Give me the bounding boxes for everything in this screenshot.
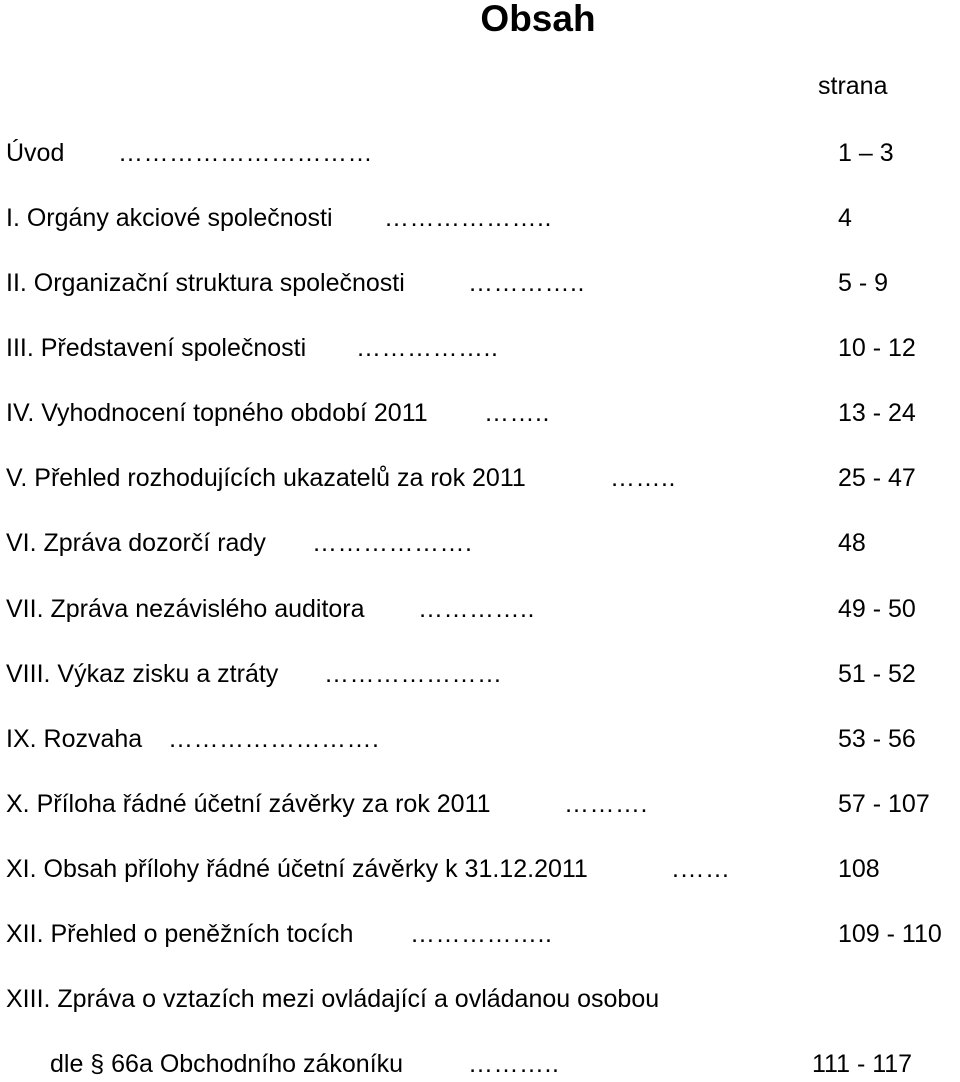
toc-entry-13 xyxy=(6,982,960,1016)
toc-entry-13-continuation xyxy=(6,1047,960,1081)
toc-entry-pages: 49 - 50 xyxy=(838,595,916,623)
toc-entry-pages: 10 - 12 xyxy=(838,334,916,362)
toc-entry-4 xyxy=(6,396,960,430)
toc-entry-8 xyxy=(6,657,960,691)
toc-entry-leader: ………….. xyxy=(418,595,535,623)
toc-entry-leader: .…… xyxy=(672,855,731,883)
toc-entry-label: II. Organizační struktura společnosti xyxy=(6,269,405,297)
toc-entry-11 xyxy=(6,852,960,886)
toc-entry-leader: ………………… xyxy=(324,660,503,688)
toc-entry-intro xyxy=(6,136,960,170)
toc-entry-pages: 57 - 107 xyxy=(838,790,930,818)
toc-entry-pages: 109 - 110 xyxy=(838,920,942,948)
toc-entry-5 xyxy=(6,461,960,495)
toc-entry-leader: ………. xyxy=(564,790,648,818)
toc-entry-label: VIII. Výkaz zisku a ztráty xyxy=(6,660,279,688)
toc-entry-pages: 4 xyxy=(838,204,852,232)
toc-entry-pages: 13 - 24 xyxy=(838,399,916,427)
toc-entry-pages: 25 - 47 xyxy=(838,464,916,492)
toc-entry-3 xyxy=(6,331,960,365)
toc-entry-label: X. Příloha řádné účetní závěrky za rok 2011 xyxy=(6,790,491,818)
toc-entry-pages: 53 - 56 xyxy=(838,725,916,753)
toc-entry-pages: 48 xyxy=(838,529,866,557)
toc-entry-label: Úvod xyxy=(6,139,65,167)
toc-entry-pages: 111 - 117 xyxy=(812,1050,913,1078)
toc-entry-leader: ………………. xyxy=(312,529,473,557)
toc-entry-10 xyxy=(6,787,960,821)
toc-entry-label: IV. Vyhodnocení topného období 2011 xyxy=(6,399,428,427)
toc-entry-pages: 1 – 3 xyxy=(838,139,894,167)
toc-entry-label: IX. Rozvaha xyxy=(6,725,143,753)
toc-entry-label: XIII. Zpráva o vztazích mezi ovládající a ovládanou osobou xyxy=(6,985,660,1013)
toc-entry-7 xyxy=(6,592,960,626)
toc-entry-6 xyxy=(6,526,960,560)
toc-entry-12 xyxy=(6,917,960,951)
toc-entry-label: dle § 66a Obchodního zákoníku xyxy=(50,1050,404,1078)
toc-entry-leader: ……….. xyxy=(468,1050,560,1078)
toc-entry-label: V. Přehled rozhodujících ukazatelů za rok 2011 xyxy=(6,464,526,492)
page-column-header: strana xyxy=(818,72,888,100)
toc-entry-leader: …………….. xyxy=(410,920,553,948)
toc-entry-leader: …….. xyxy=(484,399,550,427)
toc-entry-label: XII. Přehled o peněžních tocích xyxy=(6,920,354,948)
toc-entry-label: XI. Obsah přílohy řádné účetní závěrky k 31.12.2011 xyxy=(6,855,588,883)
toc-entry-label: VI. Zpráva dozorčí rady xyxy=(6,529,266,557)
toc-entry-2 xyxy=(6,266,960,300)
toc-entry-label: III. Představení společnosti xyxy=(6,334,307,362)
toc-entry-9 xyxy=(6,722,960,756)
toc-entry-label: VII. Zpráva nezávislého auditora xyxy=(6,595,365,623)
toc-entry-leader: ………….. xyxy=(468,269,585,297)
toc-entry-pages: 108 xyxy=(838,855,880,883)
toc-entry-leader: ……………………. xyxy=(168,725,380,753)
toc-entry-pages: 5 - 9 xyxy=(838,269,889,297)
toc-entry-leader: ……………….. xyxy=(384,204,552,232)
toc-entry-leader: …….. xyxy=(610,464,676,492)
toc-entry-1 xyxy=(6,201,960,235)
toc-entry-label: I. Orgány akciové společnosti xyxy=(6,204,333,232)
toc-entry-leader: …………….. xyxy=(356,334,499,362)
page-title: Obsah xyxy=(480,0,596,39)
toc-entry-pages: 51 - 52 xyxy=(838,660,916,688)
toc-entry-leader: ………………………… xyxy=(118,139,373,167)
